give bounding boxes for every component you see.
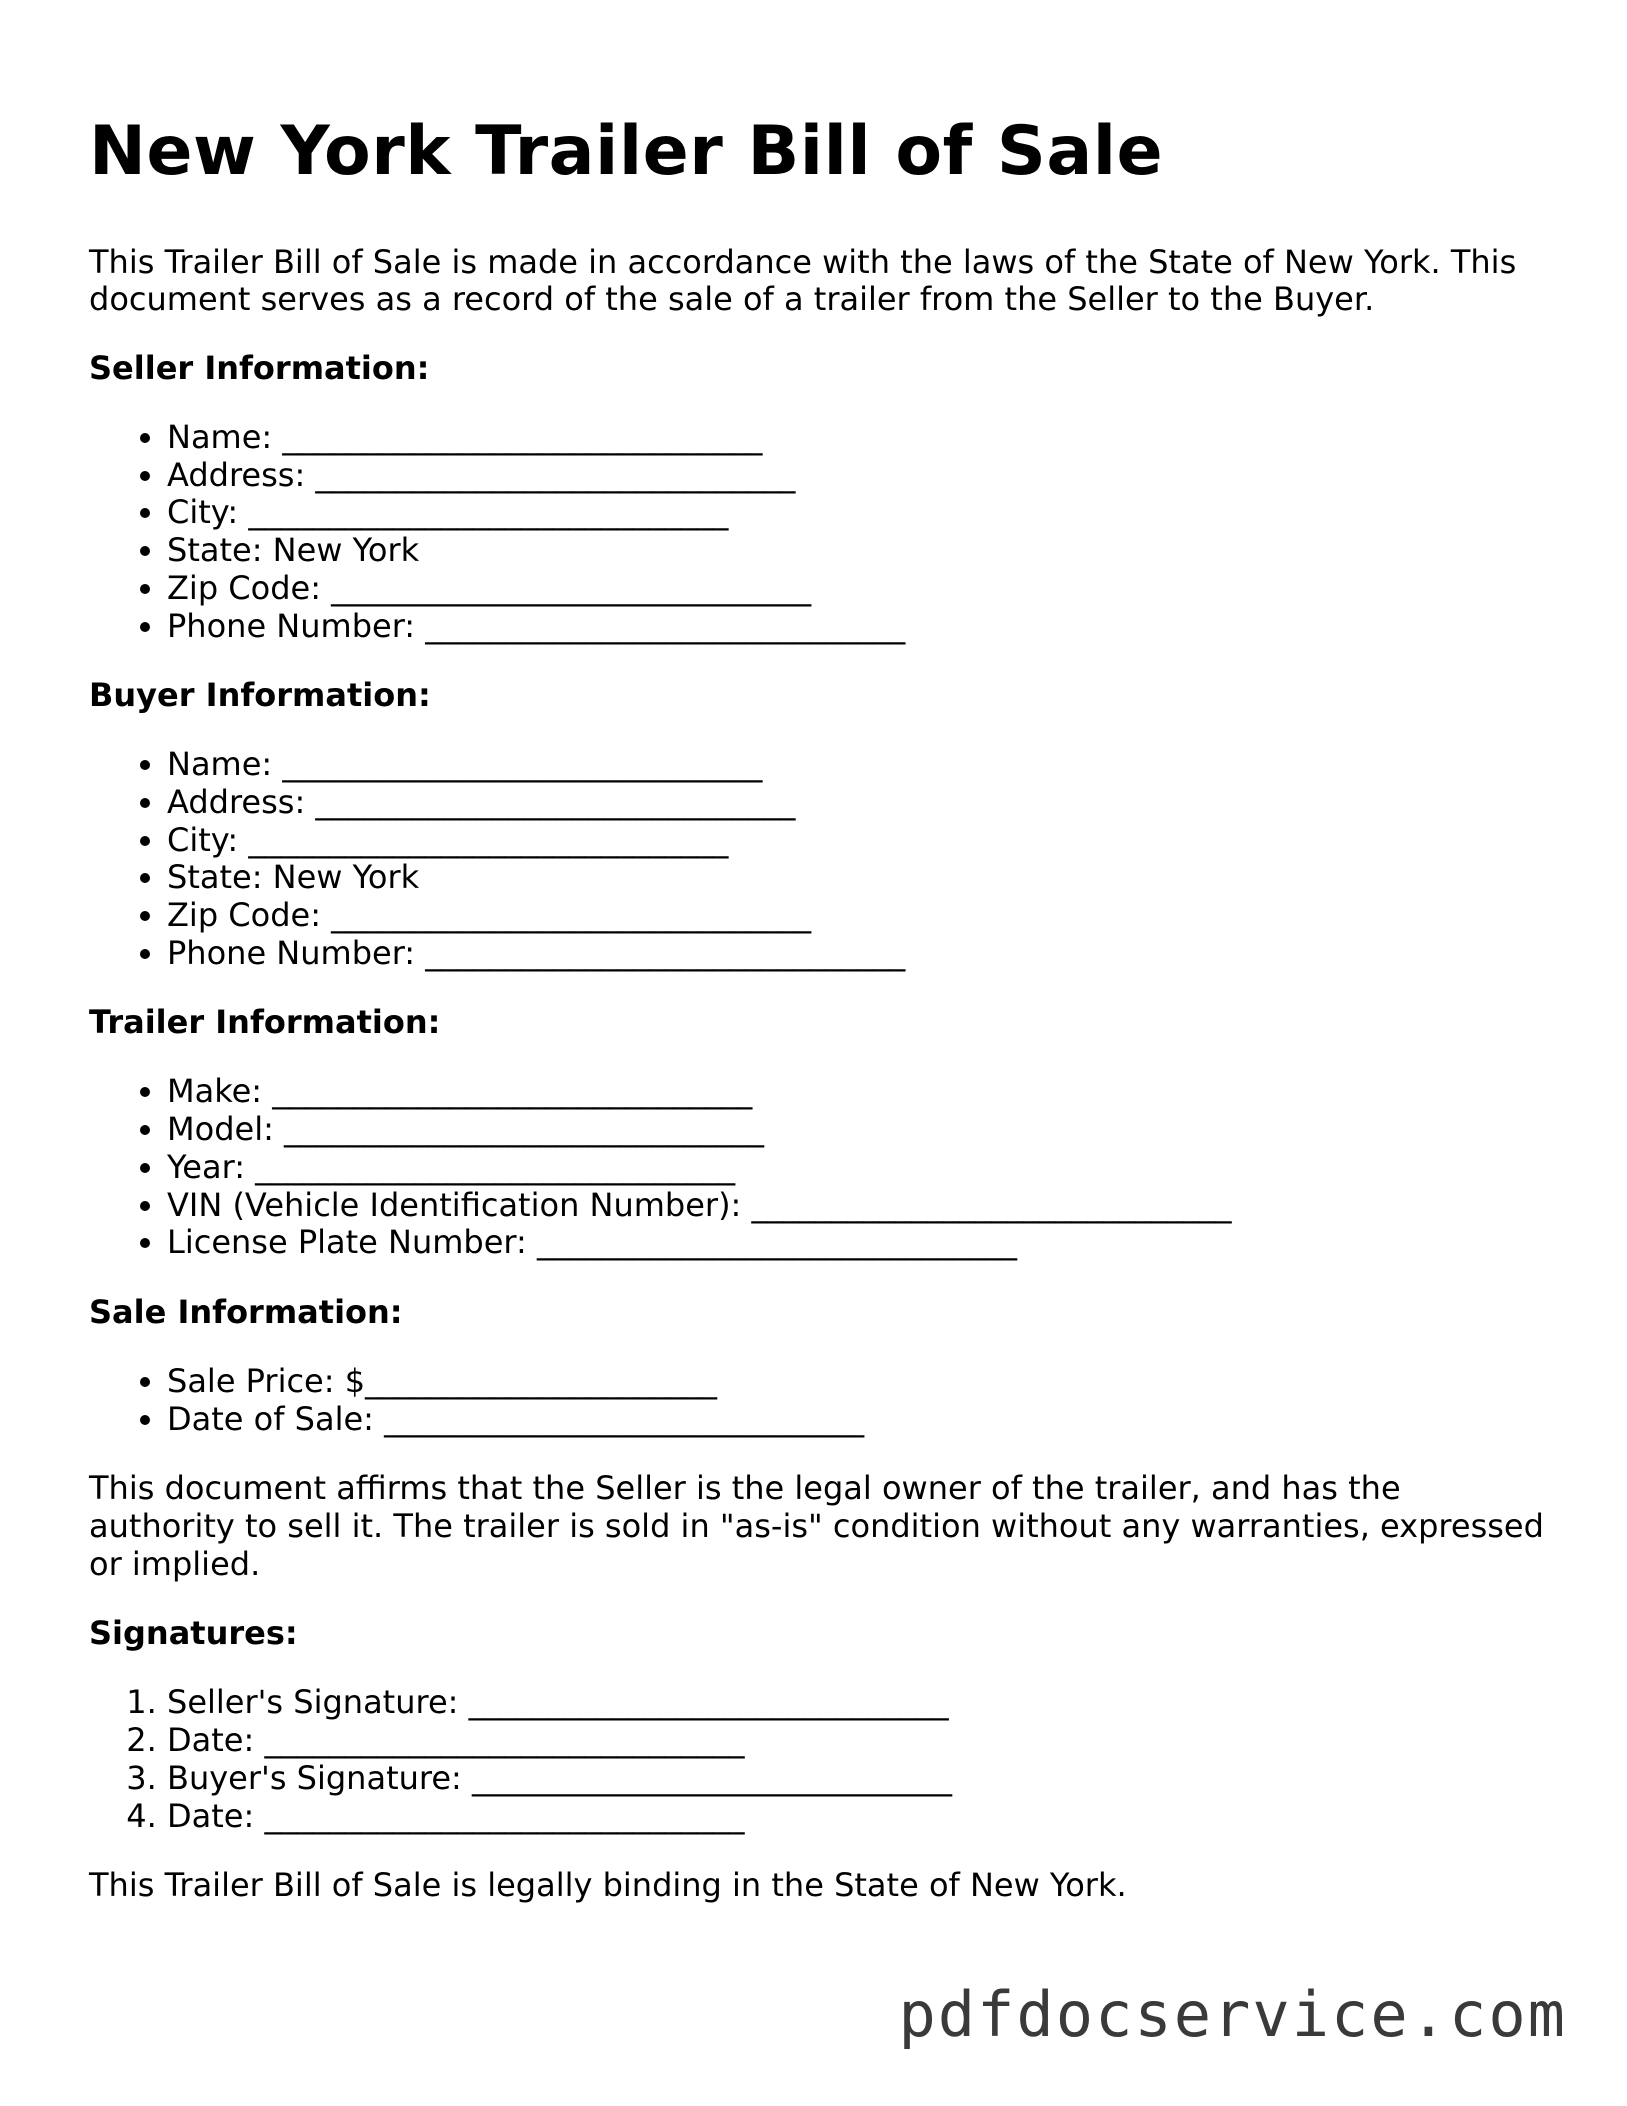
buyer-signature-field: 3. Buyer's Signature: ______________________________ — [167, 1760, 1549, 1798]
document-title: New York Trailer Bill of Sale — [89, 112, 1164, 191]
sale-price-field: • Sale Price: $______________________ — [167, 1363, 1549, 1401]
seller-state-field: • State: New York — [167, 532, 1549, 570]
intro-paragraph: This Trailer Bill of Sale is made in accordance with the laws of the State of New York. This document serves as a record of the sale of a trailer from the Seller to the Buyer. — [89, 243, 1517, 318]
buyer-heading: Buyer Information: — [89, 676, 431, 715]
seller-date-field: 2. Date: ______________________________ — [167, 1722, 1549, 1760]
sale-heading: Sale Information: — [89, 1292, 403, 1331]
buyer-phone-field: • Phone Number: ______________________________ — [167, 935, 1549, 973]
buyer-city-field: • City: ______________________________ — [167, 822, 1549, 860]
buyer-name-field: • Name: ______________________________ — [167, 746, 1549, 784]
trailer-year-field: • Year: ______________________________ — [167, 1149, 1549, 1187]
seller-list — [89, 419, 1549, 645]
trailer-heading: Trailer Information: — [89, 1003, 441, 1042]
buyer-date-field: 4. Date: ______________________________ — [167, 1798, 1549, 1836]
affirmation-paragraph: This document affirms that the Seller is the legal owner of the trailer, and has the authority to sell it. The trailer is sold in "as-is" condition without any warranties, expressed or implied. — [89, 1469, 1544, 1583]
trailer-vin-field: • VIN (Vehicle Identification Number): ______________________________ — [167, 1187, 1549, 1225]
trailer-plate-field: • License Plate Number: ______________________________ — [167, 1224, 1549, 1262]
seller-heading: Seller Information: — [89, 349, 430, 387]
seller-zip-field: • Zip Code: ______________________________ — [167, 570, 1549, 608]
sale-list — [89, 1363, 1549, 1438]
sale-date-field: • Date of Sale: ______________________________ — [167, 1401, 1549, 1439]
signatures-heading: Signatures: — [89, 1614, 298, 1653]
seller-signature-field: 1. Seller's Signature: ______________________________ — [167, 1684, 1549, 1722]
seller-address-field: • Address: ______________________________ — [167, 457, 1549, 495]
trailer-model-field: • Model: ______________________________ — [167, 1111, 1549, 1149]
trailer-make-field: • Make: ______________________________ — [167, 1073, 1549, 1111]
seller-name-field: • Name: ______________________________ — [167, 419, 1549, 457]
seller-phone-field: • Phone Number: ______________________________ — [167, 608, 1549, 646]
seller-city-field: • City: ______________________________ — [167, 494, 1549, 532]
document-content — [89, 110, 1549, 1905]
watermark: pdfdocservice.com — [898, 1978, 1567, 2051]
buyer-address-field: • Address: ______________________________ — [167, 784, 1549, 822]
buyer-zip-field: • Zip Code: ______________________________ — [167, 897, 1549, 935]
buyer-list — [89, 746, 1549, 972]
trailer-list — [89, 1073, 1549, 1262]
signatures-list — [89, 1684, 1549, 1835]
buyer-state-field: • State: New York — [167, 859, 1549, 897]
closing-paragraph: This Trailer Bill of Sale is legally binding in the State of New York. — [89, 1866, 1127, 1905]
